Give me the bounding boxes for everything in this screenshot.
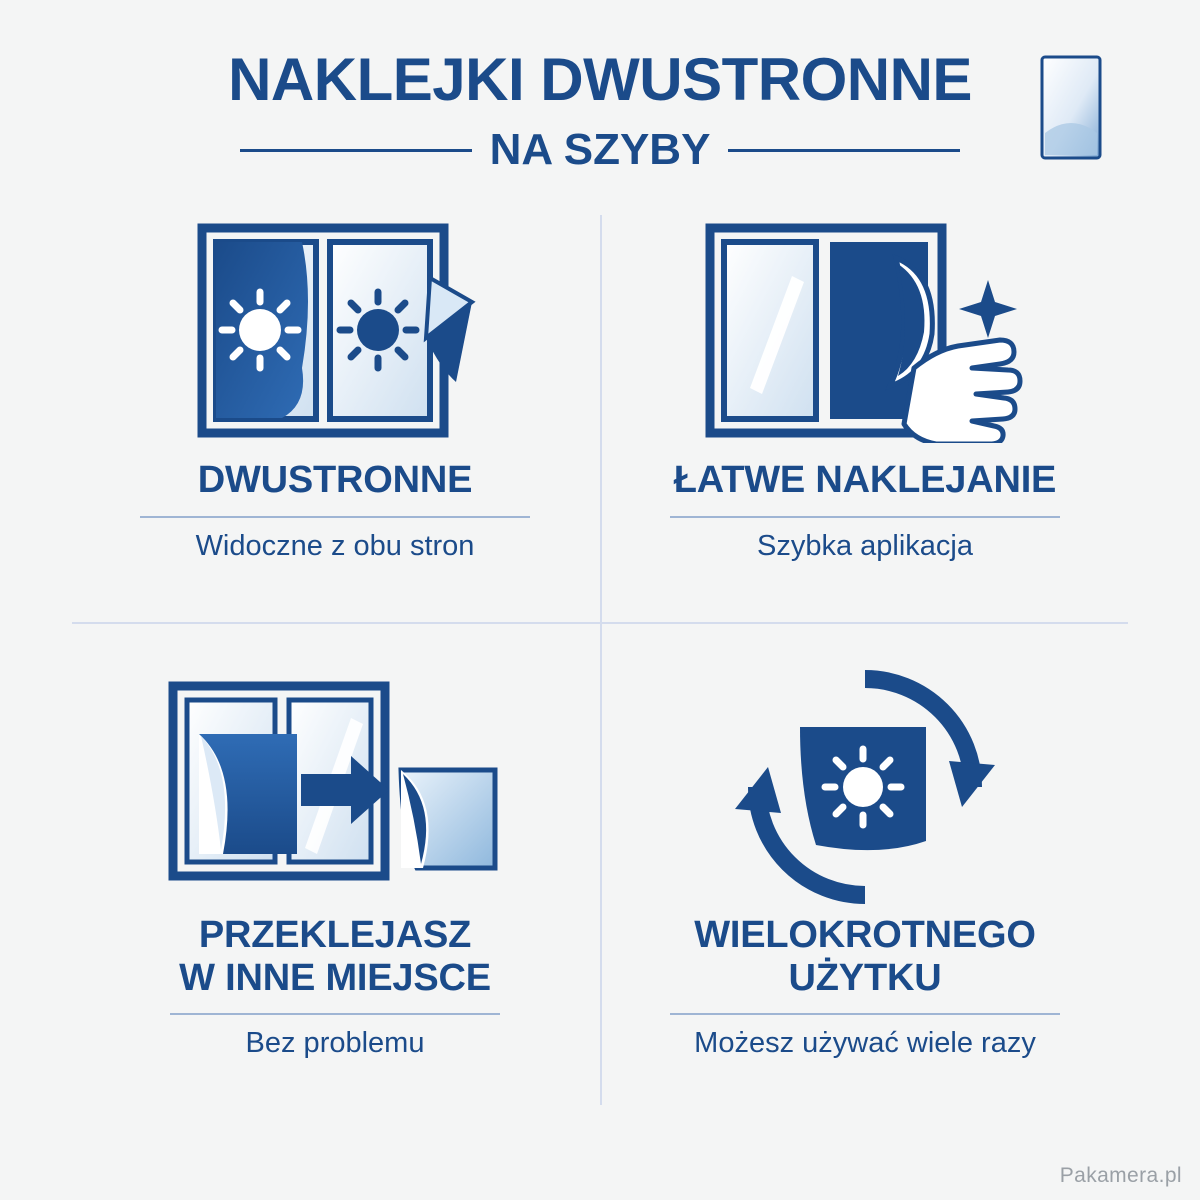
title-divider-right [728,149,960,152]
feature-divider [670,516,1060,518]
feature-divider [140,516,530,518]
feature-subtitle: Możesz używać wiele razy [694,1027,1036,1060]
header [0,48,1200,175]
feature-title: ŁATWE NAKLEJANIE [673,459,1057,501]
feature-icon-wrap [700,215,1030,445]
watermark: Pakamera.pl [1059,1164,1182,1187]
feature-subtitle: Widoczne z obu stron [195,529,475,562]
feature-grid [70,205,1130,1115]
feature-title-line-1: PRZEKLEJASZ [198,914,472,956]
feature-icon-wrap [190,215,480,445]
feature-card-reusable [600,660,1130,1115]
feature-card-easy-sticking [600,205,1130,660]
feature-icon-wrap [730,670,1000,900]
feature-title-line-2: W INNE MIEJSCE [179,956,491,999]
page-title: NAKLEJKI DWUSTRONNE [228,46,972,113]
feature-icon-wrap [165,670,505,900]
feature-subtitle: Bez problemu [245,1027,425,1060]
feature-title-line-2: UŻYTKU [788,956,942,999]
sticker-move-arrow-icon [165,678,505,893]
feature-title: DWUSTRONNE [197,459,473,501]
subtitle-row [0,125,1200,175]
title-divider-left [240,149,472,152]
feature-divider [170,1013,500,1015]
feature-title-line-1: WIELOKROTNEGO [694,914,1036,956]
feature-card-restick [70,660,600,1115]
window-glass-icon [1040,55,1102,160]
feature-card-double-sided [70,205,600,660]
feature-title [694,914,1036,999]
hand-applying-sticker-icon [700,218,1030,443]
page-subtitle: NA SZYBY [489,125,711,174]
double-sided-window-sticker-icon [190,218,480,443]
feature-title [179,914,491,999]
feature-subtitle: Szybka aplikacja [757,529,973,562]
reuse-cycle-arrows-icon [730,665,1000,905]
feature-divider [670,1013,1060,1015]
